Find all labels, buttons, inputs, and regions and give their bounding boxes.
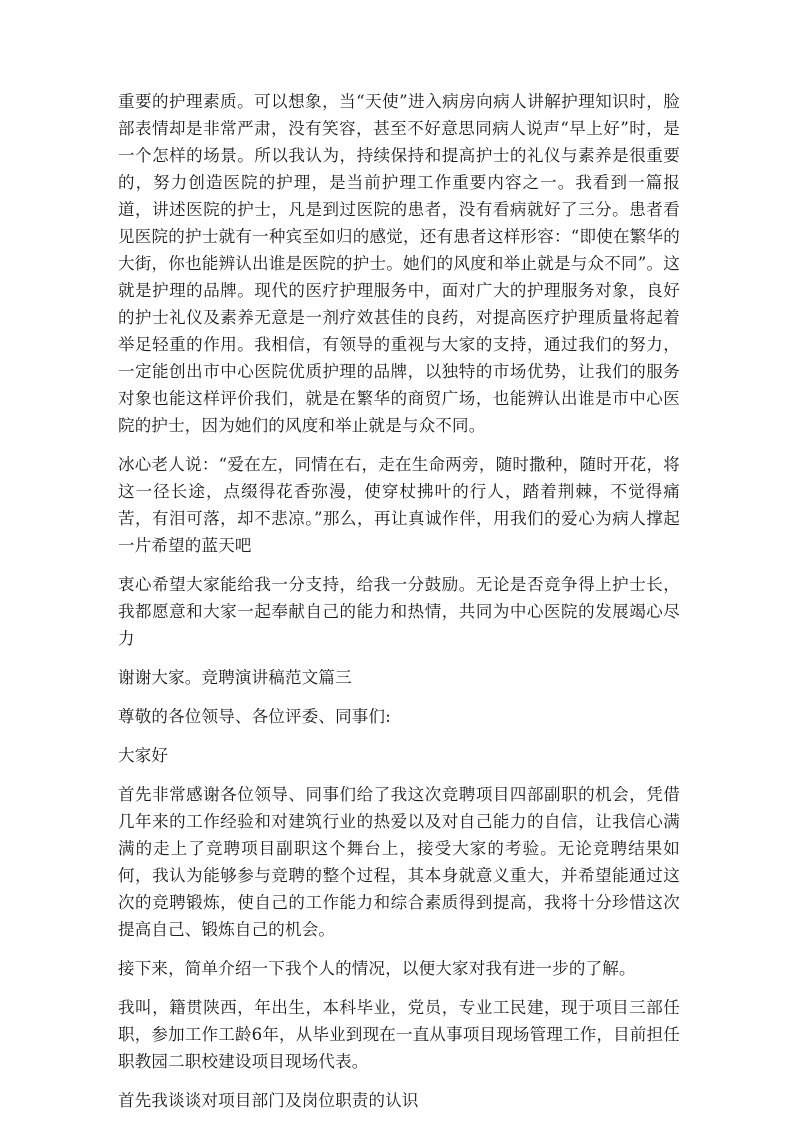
paragraph-support-request: 衷心希望大家能给我一分支持，给我一分鼓励。无论是否竞争得上护士长，我都愿意和大家一起奉献自己的能力和热情，共同为中心医院的发展竭心尽力 <box>118 575 680 648</box>
paragraph-speech-title: 谢谢大家。竞聘演讲稿范文篇三 <box>118 668 352 687</box>
paragraph-self-introduction: 我叫，籍贯陕西，年出生，本科毕业，党员，专业工民建，现于项目三部任职，参加工作工龄6年，从毕业到现在一直从事项目现场管理工作，目前担任职教园二职校建设项目现场代表。 <box>118 998 680 1071</box>
paragraph-thanks: 首先非常感谢各位领导、同事们给了我这次竞聘项目四部副职的机会，凭借几年来的工作经验和对建筑行业的热爱以及对自己能力的自信，让我信心满满的走上了竞聘项目副职这个舞台上，接受大家的考验。无论竞聘结果如何，我认为能够参与竞聘的整个过程，其本身就意义重大，并希望能通过这次的竞聘锻炼，使自己的工作能力和综合素质得到提高，我将十分珍惜这次提高自己、锻炼自己的机会。 <box>118 785 680 939</box>
paragraph-bingxin-quote: 冰心老人说：“爱在左，同情在右，走在生命两旁，随时撒种，随时开花，将这一径长途，点缀得花香弥漫，使穿杖拂叶的行人，踏着荆棘，不觉得痛苦，有泪可落，却不悲凉。”那么，再让真诚作伴，用我们的爱心为病人撑起一片希望的蓝天吧 <box>118 455 680 555</box>
paragraph-section-heading: 首先我谈谈对项目部门及岗位职责的认识 <box>118 1091 419 1110</box>
paragraph-salutation: 尊敬的各位领导、各位评委、同事们: <box>118 707 391 726</box>
paragraph-nursing-etiquette: 重要的护理素质。可以想象，当“天使”进入病房向病人讲解护理知识时，脸部表情却是非常严肃，没有笑容，甚至不好意思同病人说声“早上好”时，是一个怎样的场景。所以我认为，持续保持和提高护士的礼仪与素养是很重要的，努力创造医院的护理，是当前护理工作重要内容之一。我看到一篇报道，讲述医院的护士，凡是到过医院的患者，没有看病就好了三分。患者看见医院的护士就有一种宾至如归的感觉，还有患者这样形容：“即使在繁华的大街，你也能辨认出谁是医院的护士。她们的风度和举止就是与众不同”。这就是护理的品牌。现代的医疗护理服务中，面对广大的护理服务对象，良好的护士礼仪及素养无意是一剂疗效甚佳的良药，对提高医疗护理质量将起着举足轻重的作用。我相信，有领导的重视与大家的支持，通过我们的努力，一定能创出市中心医院优质护理的品牌，以独特的市场优势，让我们的服务对象也能这样评价我们，就是在繁华的商贸广场，也能辨认出谁是市中心医院的护士，因为她们的风度和举止就是与众不同。 <box>118 92 680 435</box>
paragraph-intro: 接下来，简单介绍一下我个人的情况，以便大家对我有进一步的了解。 <box>118 959 636 978</box>
paragraph-greeting: 大家好 <box>118 746 169 765</box>
document-body <box>118 88 680 1126</box>
